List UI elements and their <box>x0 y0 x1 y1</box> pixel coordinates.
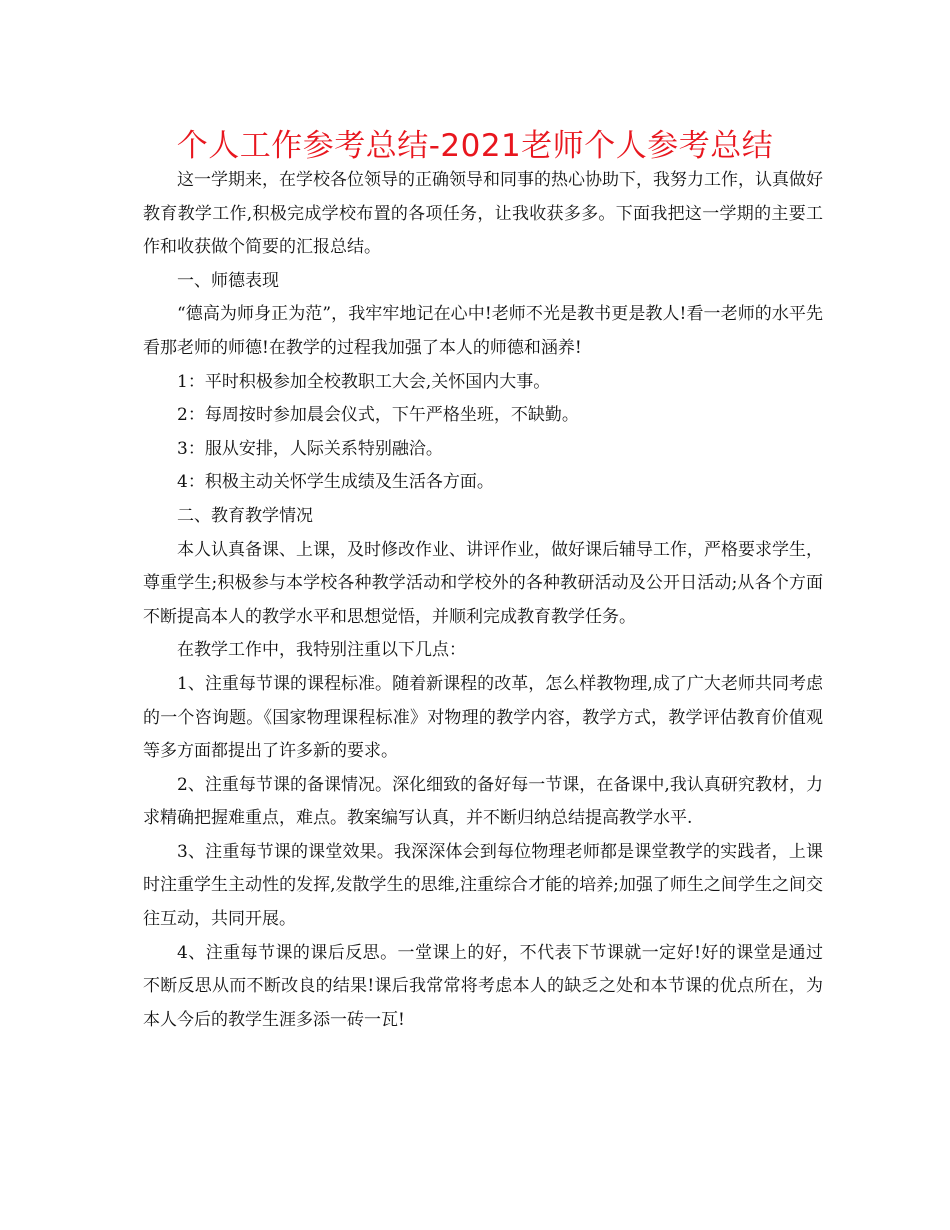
paragraph-ethics: “德高为师身正为范”，我牢牢地记在心中!老师不光是教书更是教人!看一老师的水平先看那老师的师德!在教学的过程我加强了本人的师德和涵养! <box>143 304 823 358</box>
section-heading-teaching: 二、教育教学情况 <box>177 505 313 526</box>
list-item: 1、注重每节课的课程标准。随着新课程的改革，怎么样教物理,成了广大老师共同考虑的一个咨询题。《国家物理课程标准》对物理的教学内容，教学方式，教学评估教育价值观等多方面都提出了许多新的要求。 <box>143 673 823 762</box>
paragraph-intro: 这一学期来，在学校各位领导的正确领导和同事的热心协助下，我努力工作，认真做好教育教学工作,积极完成学校布置的各项任务，让我收获多多。下面我把这一学期的主要工作和收获做个简要的汇报总结。 <box>143 170 823 258</box>
document-body <box>143 164 823 1037</box>
list-item: 2、注重每节课的备课情况。深化细致的备好每一节课，在备课中,我认真研究教材，力求精确把握难重点，难点。教案编写认真，并不断归纳总结提高教学水平. <box>143 774 823 829</box>
list-item: 2：每周按时参加晨会仪式，下午严格坐班，不缺勤。 <box>177 405 579 426</box>
list-item: 4、注重每节课的课后反思。一堂课上的好，不代表下节课就一定好!好的课堂是通过不断反思从而不断改良的结果!课后我常常将考虑本人的缺乏之处和本节课的优点所在，为本人今后的教学生涯多添一砖一瓦! <box>143 942 823 1030</box>
document-title: 个人工作参考总结-2021老师个人参考总结 <box>176 128 774 164</box>
list-item: 4：积极主动关怀学生成绩及生活各方面。 <box>177 472 494 493</box>
list-item: 3：服从安排，人际关系特别融洽。 <box>177 438 443 459</box>
list-item: 3、注重每节课的课堂效果。我深深体会到每位物理老师都是课堂教学的实践者，上课时注重学生主动性的发挥,发散学生的思维,注重综合才能的培养;加强了师生之间学生之间交往互动，共同开展。 <box>143 841 823 930</box>
paragraph-focus-intro: 在教学工作中，我特别注重以下几点： <box>177 640 466 661</box>
paragraph-teaching: 本人认真备课、上课，及时修改作业、讲评作业，做好课后辅导工作，严格要求学生，尊重学生;积极参与本学校各种教学活动和学校外的各种教研活动及公开日活动;从各个方面不断提高本人的教学水平和思想觉悟，并顺利完成教育教学任务。 <box>143 539 823 627</box>
list-item: 1：平时积极参加全校教职工大会,关怀国内大事。 <box>177 371 551 392</box>
section-heading-ethics: 一、师德表现 <box>177 270 279 291</box>
